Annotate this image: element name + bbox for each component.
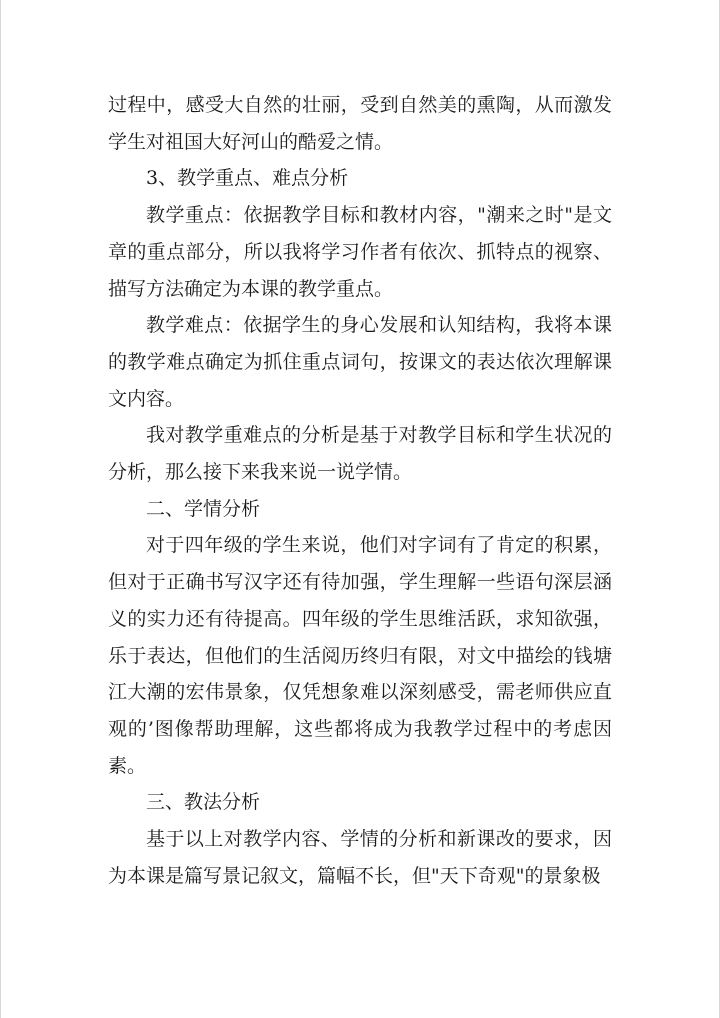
paragraph-teaching-focus: 教学重点：依据教学目标和教材内容，"潮来之时"是文章的重点部分，所以我将学习作者有依次、抓特点的视察、描写方法确定为本课的教学重点。 (108, 204, 612, 300)
document-body (108, 87, 612, 894)
section-heading-method-analysis: 三、教法分析 (146, 791, 261, 814)
paragraph-continuation: 过程中，感受大自然的壮丽，受到自然美的熏陶，从而激发学生对祖国大好河山的酷爱之情。 (108, 94, 612, 153)
section-heading-key-points: 3、教学重点、难点分析 (146, 167, 349, 190)
paragraph-teaching-difficulty: 教学难点：依据学生的身心发展和认知结构，我将本课的教学难点确定为抓住重点词句，按课文的表达依次理解课文内容。 (108, 314, 612, 410)
paragraph-method-analysis: 基于以上对教学内容、学情的分析和新课改的要求，因为本课是篇写景记叙文，篇幅不长，但"天下奇观"的景象极 (108, 828, 612, 887)
section-heading-student-analysis: 二、学情分析 (146, 497, 261, 520)
paragraph-analysis-transition: 我对教学重难点的分析是基于对教学目标和学生状况的分析，那么接下来我来说一说学情。 (108, 424, 612, 484)
page-left-border (0, 0, 1, 1018)
paragraph-student-analysis: 对于四年级的学生来说，他们对字词有了肯定的积累，但对于正确书写汉字还有待加强，学生理解一些语句深层涵义的实力还有待提高。四年级的学生思维活跃，求知欲强，乐于表达，但他们的生活阅历终归有限，对文中描绘的钱塘江大潮的宏伟景象，仅凭想象难以深刻感受，需老师供应直观的’图像帮助理解，这些都将成为我教学过程中的考虑因素。 (108, 534, 612, 777)
